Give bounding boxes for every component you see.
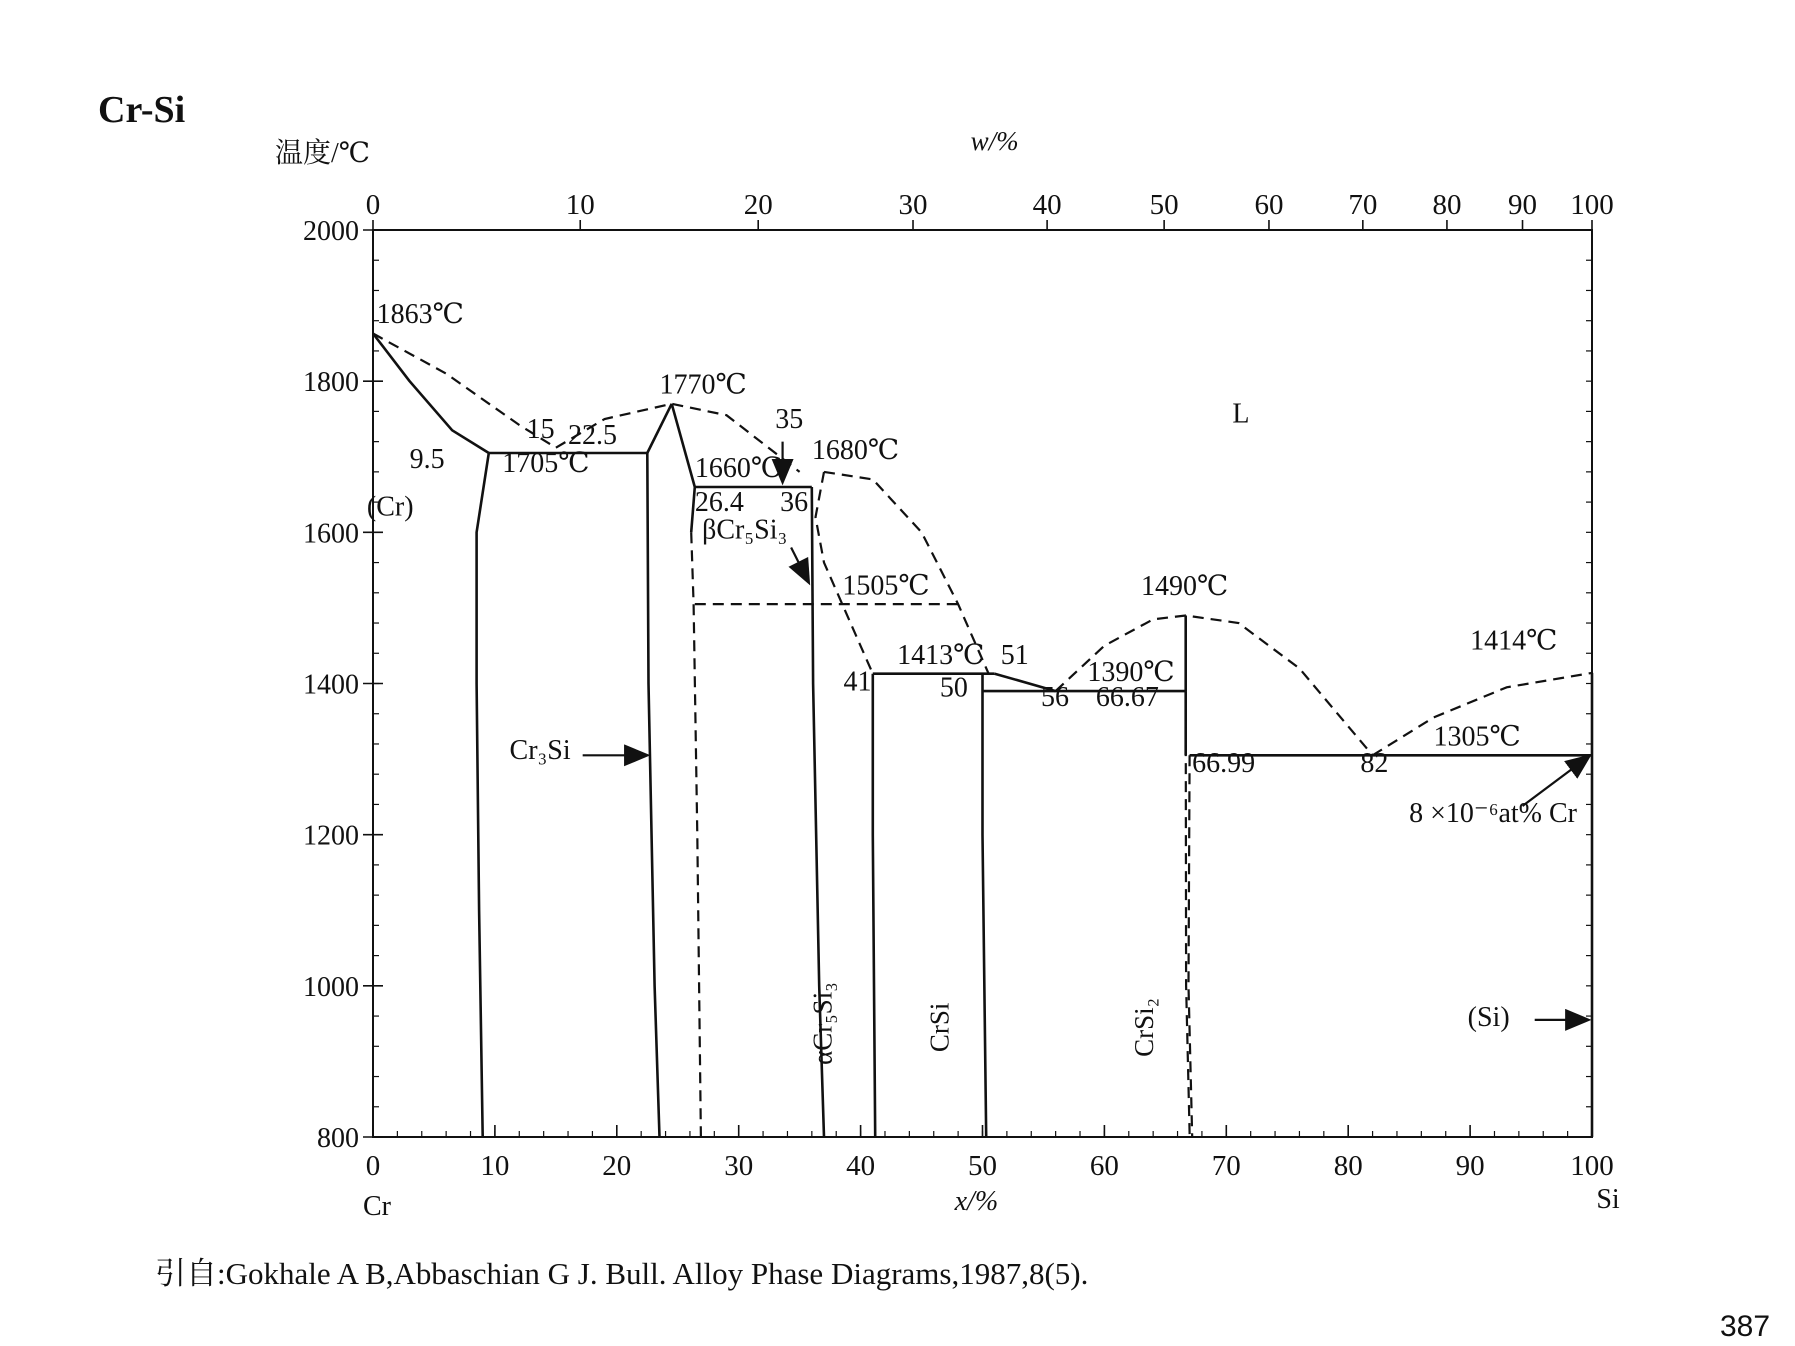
x-tick-label: 0 — [365, 1150, 381, 1182]
x-tick-label: 80 — [1333, 1150, 1363, 1182]
annotation-label: 66.67 — [1095, 682, 1159, 714]
x-tick-label: 100 — [1570, 1150, 1614, 1182]
annotation-label: 1505℃ — [842, 570, 930, 602]
annotation-label: 1680℃ — [811, 435, 900, 467]
annotation-label: Cr₃Si — [509, 735, 571, 767]
x-tick-label: 90 — [1455, 1150, 1485, 1182]
top-tick-label: 0 — [365, 189, 381, 221]
annotation-label: 35 — [775, 404, 804, 436]
annotation-label: 8 ×10⁻⁶at% Cr — [1409, 797, 1578, 829]
page-number: 387 — [1720, 1310, 1771, 1343]
x-tick-label: 30 — [724, 1150, 754, 1182]
annotation-label: 66.99 — [1192, 747, 1256, 779]
y-tick-label: 1800 — [303, 367, 359, 399]
annotation-label: βCr₅Si₃ — [702, 514, 788, 546]
top-tick-label: 10 — [565, 189, 595, 221]
y-tick-label: 1200 — [303, 820, 359, 852]
y-tick-label: 800 — [317, 1123, 359, 1154]
annotation-label: 82 — [1360, 747, 1389, 779]
annotation-label: 9.5 — [409, 444, 445, 476]
solid-line-acr5si3-right — [873, 674, 875, 1137]
x-tick-label: 60 — [1089, 1150, 1119, 1182]
solid-line-liquidus-cr-side — [373, 334, 489, 454]
solid-line-cr3si-liquidus-right — [672, 404, 695, 487]
annotation-label: 51 — [1000, 639, 1029, 671]
annotation-label: L — [1232, 398, 1250, 430]
x-tick-label: 10 — [480, 1150, 510, 1182]
x-axis-label: x/% — [954, 1186, 999, 1217]
annotation-label: 1660℃ — [694, 453, 783, 485]
x-tick-label: 70 — [1211, 1150, 1241, 1182]
element-left-label: Cr — [363, 1191, 391, 1222]
dashed-line-cr3si-right-boundary-dashed — [691, 532, 701, 1137]
annotation-label: 1705℃ — [502, 447, 590, 479]
x-tick-label: 20 — [602, 1150, 632, 1182]
citation: 引自:Gokhale A B,Abbaschian G J. Bull. Alloy Phase Diagrams,1987,8(5). — [155, 1256, 1089, 1291]
solid-line-cr3si-left-boundary — [647, 453, 659, 1137]
top-tick-label: 30 — [898, 189, 928, 221]
y-axis-label: 温度/℃ — [275, 138, 371, 169]
phase-label-vertical: αCr₅Si₃ — [807, 982, 838, 1065]
annotation-label: 41 — [843, 666, 872, 698]
y-tick-label: 1400 — [303, 669, 359, 701]
annotation-label: 1413℃ — [897, 639, 985, 671]
annotation-label: 1305℃ — [1433, 721, 1521, 753]
annotation-label: 36 — [780, 487, 809, 519]
y-tick-label: 2000 — [303, 216, 359, 247]
solid-line-cr-solvus — [477, 453, 489, 1137]
phase-label-vertical: CrSi₂ — [1129, 997, 1160, 1057]
top-tick-label: 80 — [1432, 189, 1462, 221]
annotation-label: (Si) — [1467, 1001, 1510, 1033]
top-tick-label: 50 — [1149, 189, 1179, 221]
y-tick-label: 1600 — [303, 518, 359, 550]
y-tick-label: 1000 — [303, 971, 359, 1003]
annotation-label: 56 — [1041, 682, 1070, 714]
top-tick-label: 90 — [1508, 189, 1538, 221]
annotation-label: 1863℃ — [376, 298, 464, 330]
top-axis-label: w/% — [970, 126, 1019, 156]
x-tick-label: 50 — [968, 1150, 997, 1182]
annotation-label: 1390℃ — [1087, 657, 1175, 689]
top-tick-label: 70 — [1348, 189, 1378, 221]
annotation-label: 22.5 — [568, 419, 618, 451]
annotation-label: 1770℃ — [659, 369, 747, 401]
x-tick-label: 40 — [846, 1150, 876, 1182]
solid-line-cr3si-liquidus-left — [647, 404, 671, 453]
solid-line-crsi-line — [983, 674, 987, 1137]
top-tick-label: 60 — [1254, 189, 1284, 221]
top-tick-label: 40 — [1032, 189, 1062, 221]
element-right-label: Si — [1596, 1184, 1620, 1215]
top-tick-label: 20 — [743, 189, 773, 221]
annotation-label: 26.4 — [694, 487, 744, 519]
page-title: Cr-Si — [98, 89, 186, 131]
annotation-label: 50 — [939, 672, 968, 704]
annotation-label: 1414℃ — [1470, 625, 1558, 657]
arrow-beta — [791, 547, 808, 581]
phase-label-vertical: CrSi — [924, 1002, 955, 1053]
annotation-label: 15 — [526, 413, 555, 445]
annotation-label: 1490℃ — [1140, 571, 1229, 603]
annotation-label: (Cr) — [366, 491, 414, 523]
top-tick-label: 100 — [1570, 189, 1614, 221]
